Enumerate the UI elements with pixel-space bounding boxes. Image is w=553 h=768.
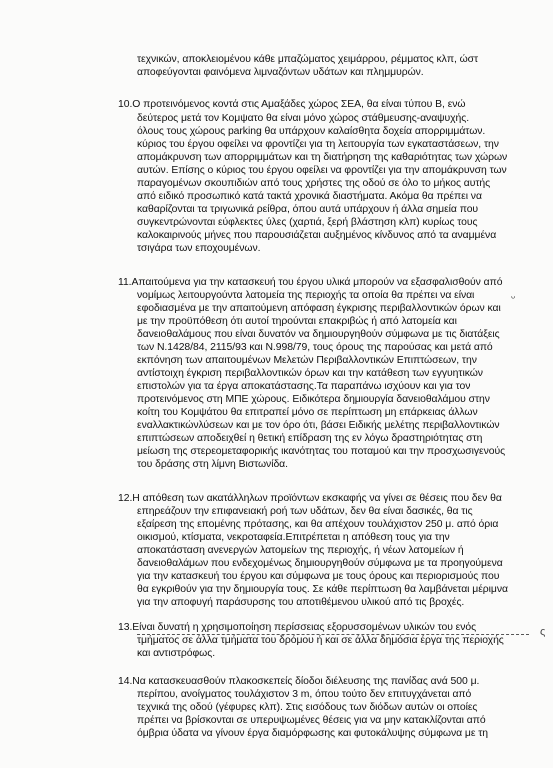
- text-line: 14.Να κατασκευασθούν πλακοσκεπείς δίοδοι διέλευσης της πανίδας ανά 500 μ.: [118, 676, 480, 687]
- text-line: τσιγάρα των εποχουμένων.: [137, 243, 261, 254]
- text-line: θα εγκριθούν για την δημιουργία τους. Σε κάθε περίπτωση θα λαμβάνεται μέριμνα: [137, 584, 508, 595]
- text-line: απομάκρυνση των απορριμμάτων και τη διατήρηση της καθαριότητας των χώρων: [137, 152, 508, 163]
- text-line: συγκεντρώνονται εύφλεκτες ύλες (χαρτιά, ξερή βλάστηση κλπ) κυρίως τους: [137, 217, 478, 228]
- text-line: με την προϋπόθεση ότι αυτοί τηρούνται επακριβώς ή από λατομεία και: [137, 316, 457, 327]
- pen-mark: ᵕ: [511, 292, 516, 304]
- text-line: αποφεύγονται φαινόμενα λιμναζόντων υδάτων και πλημμυρών.: [137, 67, 424, 78]
- text-line: εναλλακτικώνλύσεων και με τον όρο ότι, βάσει Ειδικής μελέτης περιβαλλοντικών: [137, 420, 500, 431]
- text-line: εκπόνηση των απαιτουμένων Μελετών Περιβαλλοντικών Επιπτώσεων, την: [137, 355, 477, 366]
- text-line: κύριος του έργου οφείλει να φροντίζει για τη λειτουργία των εγκαταστάσεων, την: [137, 139, 499, 150]
- text-line: τεχνικών, αποκλειομένου κάθε μπαζώματος χειμάρρου, ρέμματος κλπ, ώστ: [137, 54, 479, 65]
- text-line: προτεινόμενος στη ΜΠΕ χώρους. Ειδικότερα δημιουργία δανειοθαλάμου στην: [137, 394, 490, 405]
- text-line: 12.Η απόθεση των ακατάλληλων προϊόντων εκσκαφής να γίνει σε θέσεις που δεν θα: [118, 493, 502, 504]
- text-line: περίπου, ανοίγματος τουλάχιστον 3 m, όπου τούτο δεν επιτυγχάνεται από: [137, 689, 472, 700]
- text-line: καθαρίζονται τα τριγωνικά ρείθρα, όπου αυτά υπάρχουν ή άλλα σημεία που: [137, 204, 479, 215]
- text-line: εξαίρεση της επομένης πρότασης, και θα απέχουν τουλάχιστον 250 μ. από όρια: [137, 519, 499, 530]
- text-line: κοίτη του Κομψάτου θα επιτραπεί μόνο σε περίπτωση μη επάρκειας άλλων: [137, 407, 478, 418]
- text-line: 13.Είναι δυνατή η χρησιμοποίηση περίσσειας εξορυσσομένων υλικών του ενός: [118, 622, 477, 633]
- text-line: τμήματος σε άλλα τμήματα του δρόμου ή και σε άλλα δημόσια έργα της περιοχής: [137, 635, 504, 646]
- handwritten-underline: [137, 634, 529, 636]
- text-line: πρέπει να βρίσκονται σε υπερυψωμένες θέσεις για να μην κατακλίζονται από: [137, 715, 486, 726]
- text-line: δανειοθαλάμων που ενδεχομένως δημιουργηθούν σύμφωνα με τα προηγούμενα: [137, 558, 503, 569]
- text-line: αποκατάσταση ανενεργών λατομείων της περιοχής, ή νέων λατομείων ή: [137, 545, 464, 556]
- text-line: όμβρια ύδατα να γίνουν έργα διαμόρφωσης και φυτοκάλυψης σύμφωνα με τη: [137, 728, 489, 739]
- text-line: εφοδιασμένα με την απαιτούμενη απόφαση έγκρισης περιβαλλοντικών όρων και: [137, 303, 501, 314]
- text-line: από ειδικό προσωπικό κατά τακτά χρονικά διαστήματα. Ακόμα θα πρέπει να: [137, 191, 482, 202]
- text-line: και αντιστρόφως.: [137, 648, 216, 659]
- text-line: καλοκαιρινούς μήνες που παρουσιάζεται αυξημένος κίνδυνος από τα αναμμένα: [137, 230, 497, 241]
- text-line: επιπτώσεων αποδειχθεί η θετική επίδραση της εν λόγω δραστηριότητας στη: [137, 433, 483, 444]
- margin-mark: ς: [540, 626, 546, 638]
- text-line: όλους τους χώρους parking θα υπάρχουν καλαίσθητα δοχεία απορριμμάτων.: [137, 126, 486, 137]
- text-line: επηρεάζουν την επιφανειακή ροή των υδάτων, δεν θα είναι δασικές, θα τις: [137, 506, 473, 517]
- text-line: αυτών. Επίσης ο κύριος του έργου οφείλει να φροντίζει για την απομάκρυνση των: [137, 165, 507, 176]
- text-line: 11.Απαιτούμενα για την κατασκευή του έργου υλικά μπορούν να εξασφαλισθούν από: [118, 277, 503, 288]
- text-line: 10.Ο προτεινόμενος κοντά στις Αμαξάδες χώρος ΣΕΑ, θα είναι τύπου Β, ενώ: [118, 99, 466, 110]
- text-line: του δράσης στη λίμνη Βιστωνίδα.: [137, 459, 288, 470]
- text-line: οικισμού, κτίσματα, νεκροταφεία.Επιτρέπεται η απόθεση τους για την: [137, 532, 450, 543]
- text-line: δεύτερος μετά τον Κομψατο θα είναι μόνο χώρος στάθμευσης-αναψυχής.: [137, 113, 470, 124]
- text-line: δανειοθαλάμους που είναι δυνατόν να δημιουργηθούν σύμφωνα με τις διατάξεις: [137, 329, 500, 340]
- text-line: μείωση της στερεομεταφορικής ικανότητας του ποταμού και την προσχωσιγενούς: [137, 446, 506, 457]
- text-line: για την κατασκευή του έργου και σύμφωνα με τους όρους και περιορισμούς που: [137, 571, 500, 582]
- text-line: παραγομένων σκουπιδιών από τους χρήστες της οδού σε όλο το μήκος αυτής: [137, 178, 491, 189]
- text-line: για την αποφυγή παράσυρσης του αποτιθέμενου υλικού από τις βροχές.: [137, 597, 465, 608]
- text-line: νομίμως λειτουργούντα λατομεία της περιοχής τα οποία θα πρέπει να είναι: [137, 290, 475, 301]
- text-line: των Ν.1428/84, 2115/93 και Ν.998/79, τους όρους της παρούσας και μετά από: [137, 342, 493, 353]
- text-line: αντίστοιχη έγκριση περιβαλλοντικών όρων και την κατάθεση των εγγυητικών: [137, 368, 483, 379]
- text-line: τεχνικά της οδού (γέφυρες κλπ). Στις εισόδους των διόδων αυτών οι οποίες: [137, 702, 478, 713]
- text-line: επιστολών για τα έργα αποκατάστασης.Τα παραπάνω ισχύουν και για τον: [137, 381, 471, 392]
